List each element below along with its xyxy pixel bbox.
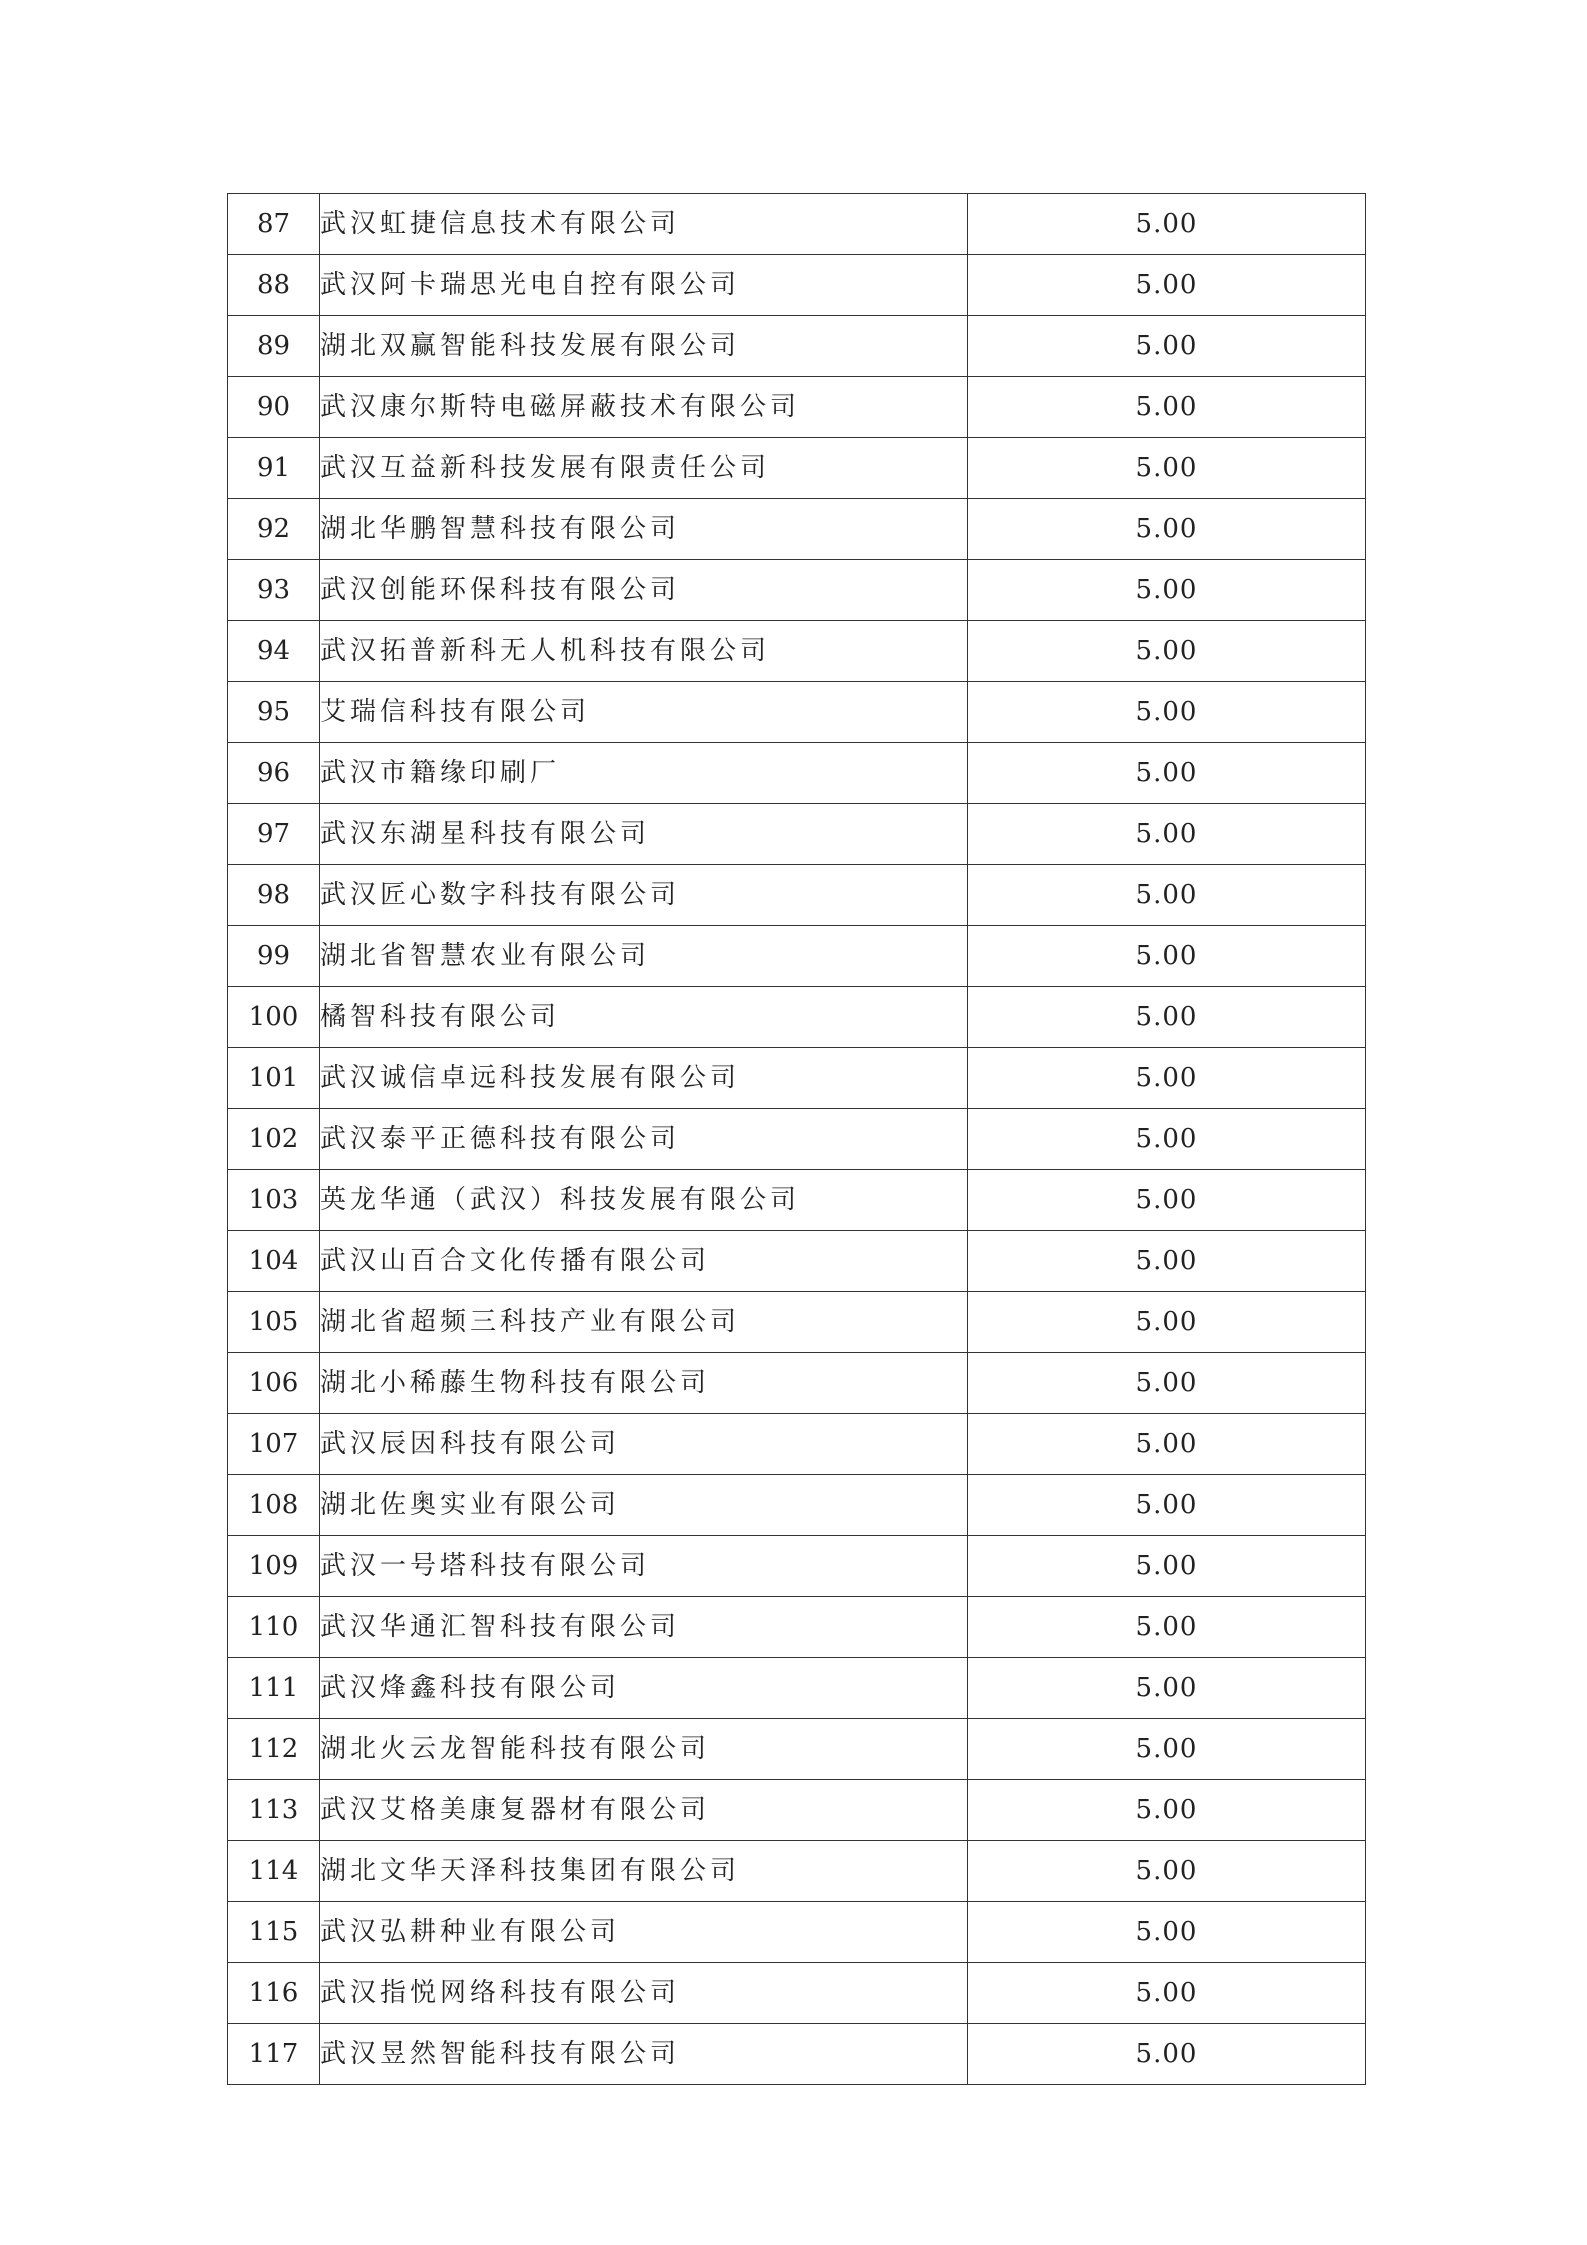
table-row bbox=[228, 1414, 1366, 1475]
row-number: 103 bbox=[228, 1170, 320, 1231]
company-name: 英龙华通（武汉）科技发展有限公司 bbox=[320, 1170, 968, 1231]
amount-value: 5.00 bbox=[968, 1048, 1366, 1109]
amount-value: 5.00 bbox=[968, 438, 1366, 499]
amount-value: 5.00 bbox=[968, 316, 1366, 377]
company-table bbox=[227, 193, 1366, 2085]
row-number: 107 bbox=[228, 1414, 320, 1475]
row-number: 112 bbox=[228, 1719, 320, 1780]
company-name: 武汉虹捷信息技术有限公司 bbox=[320, 194, 968, 255]
amount-value: 5.00 bbox=[968, 1536, 1366, 1597]
table-row bbox=[228, 1597, 1366, 1658]
table-row bbox=[228, 1475, 1366, 1536]
table-row bbox=[228, 1780, 1366, 1841]
table-row bbox=[228, 1231, 1366, 1292]
amount-value: 5.00 bbox=[968, 682, 1366, 743]
amount-value: 5.00 bbox=[968, 1475, 1366, 1536]
row-number: 102 bbox=[228, 1109, 320, 1170]
company-name: 湖北省智慧农业有限公司 bbox=[320, 926, 968, 987]
table-row bbox=[228, 1719, 1366, 1780]
table-body bbox=[228, 194, 1366, 2085]
company-name: 武汉泰平正德科技有限公司 bbox=[320, 1109, 968, 1170]
company-name: 湖北省超频三科技产业有限公司 bbox=[320, 1292, 968, 1353]
company-name: 橘智科技有限公司 bbox=[320, 987, 968, 1048]
row-number: 101 bbox=[228, 1048, 320, 1109]
amount-value: 5.00 bbox=[968, 255, 1366, 316]
company-name: 湖北火云龙智能科技有限公司 bbox=[320, 1719, 968, 1780]
company-name: 武汉东湖星科技有限公司 bbox=[320, 804, 968, 865]
table-row bbox=[228, 926, 1366, 987]
amount-value: 5.00 bbox=[968, 1902, 1366, 1963]
row-number: 116 bbox=[228, 1963, 320, 2024]
table-row bbox=[228, 682, 1366, 743]
row-number: 111 bbox=[228, 1658, 320, 1719]
amount-value: 5.00 bbox=[968, 926, 1366, 987]
amount-value: 5.00 bbox=[968, 1414, 1366, 1475]
table-row bbox=[228, 1963, 1366, 2024]
table-row bbox=[228, 316, 1366, 377]
amount-value: 5.00 bbox=[968, 499, 1366, 560]
company-name: 武汉辰因科技有限公司 bbox=[320, 1414, 968, 1475]
company-name: 武汉康尔斯特电磁屏蔽技术有限公司 bbox=[320, 377, 968, 438]
amount-value: 5.00 bbox=[968, 865, 1366, 926]
table-row bbox=[228, 2024, 1366, 2085]
row-number: 94 bbox=[228, 621, 320, 682]
amount-value: 5.00 bbox=[968, 1963, 1366, 2024]
table-row bbox=[228, 1048, 1366, 1109]
amount-value: 5.00 bbox=[968, 1597, 1366, 1658]
row-number: 114 bbox=[228, 1841, 320, 1902]
amount-value: 5.00 bbox=[968, 1109, 1366, 1170]
amount-value: 5.00 bbox=[968, 621, 1366, 682]
row-number: 96 bbox=[228, 743, 320, 804]
table-row bbox=[228, 377, 1366, 438]
company-name: 武汉华通汇智科技有限公司 bbox=[320, 1597, 968, 1658]
amount-value: 5.00 bbox=[968, 987, 1366, 1048]
company-name: 武汉艾格美康复器材有限公司 bbox=[320, 1780, 968, 1841]
row-number: 110 bbox=[228, 1597, 320, 1658]
table-row bbox=[228, 1109, 1366, 1170]
company-name: 武汉烽鑫科技有限公司 bbox=[320, 1658, 968, 1719]
table-row bbox=[228, 1902, 1366, 1963]
row-number: 91 bbox=[228, 438, 320, 499]
row-number: 97 bbox=[228, 804, 320, 865]
company-name: 武汉匠心数字科技有限公司 bbox=[320, 865, 968, 926]
amount-value: 5.00 bbox=[968, 804, 1366, 865]
amount-value: 5.00 bbox=[968, 743, 1366, 804]
row-number: 87 bbox=[228, 194, 320, 255]
row-number: 90 bbox=[228, 377, 320, 438]
amount-value: 5.00 bbox=[968, 1231, 1366, 1292]
company-name: 湖北双赢智能科技发展有限公司 bbox=[320, 316, 968, 377]
amount-value: 5.00 bbox=[968, 1780, 1366, 1841]
company-name: 武汉创能环保科技有限公司 bbox=[320, 560, 968, 621]
table-row bbox=[228, 1170, 1366, 1231]
table-row bbox=[228, 560, 1366, 621]
row-number: 89 bbox=[228, 316, 320, 377]
table-row bbox=[228, 621, 1366, 682]
row-number: 100 bbox=[228, 987, 320, 1048]
company-name: 武汉市籍缘印刷厂 bbox=[320, 743, 968, 804]
table-row bbox=[228, 1841, 1366, 1902]
company-name: 湖北文华天泽科技集团有限公司 bbox=[320, 1841, 968, 1902]
row-number: 113 bbox=[228, 1780, 320, 1841]
company-name: 武汉互益新科技发展有限责任公司 bbox=[320, 438, 968, 499]
company-name: 武汉阿卡瑞思光电自控有限公司 bbox=[320, 255, 968, 316]
table-row bbox=[228, 804, 1366, 865]
amount-value: 5.00 bbox=[968, 377, 1366, 438]
company-name: 武汉诚信卓远科技发展有限公司 bbox=[320, 1048, 968, 1109]
row-number: 93 bbox=[228, 560, 320, 621]
table-row bbox=[228, 194, 1366, 255]
table-row bbox=[228, 743, 1366, 804]
table-row bbox=[228, 1658, 1366, 1719]
company-name: 湖北华鹏智慧科技有限公司 bbox=[320, 499, 968, 560]
row-number: 88 bbox=[228, 255, 320, 316]
amount-value: 5.00 bbox=[968, 1170, 1366, 1231]
amount-value: 5.00 bbox=[968, 1292, 1366, 1353]
row-number: 109 bbox=[228, 1536, 320, 1597]
company-name: 武汉昱然智能科技有限公司 bbox=[320, 2024, 968, 2085]
company-name: 湖北小稀藤生物科技有限公司 bbox=[320, 1353, 968, 1414]
row-number: 106 bbox=[228, 1353, 320, 1414]
table-row bbox=[228, 987, 1366, 1048]
table-row bbox=[228, 1353, 1366, 1414]
row-number: 99 bbox=[228, 926, 320, 987]
amount-value: 5.00 bbox=[968, 1719, 1366, 1780]
table-row bbox=[228, 255, 1366, 316]
company-name: 武汉指悦网络科技有限公司 bbox=[320, 1963, 968, 2024]
amount-value: 5.00 bbox=[968, 1841, 1366, 1902]
company-name: 武汉一号塔科技有限公司 bbox=[320, 1536, 968, 1597]
amount-value: 5.00 bbox=[968, 194, 1366, 255]
row-number: 108 bbox=[228, 1475, 320, 1536]
company-name: 武汉山百合文化传播有限公司 bbox=[320, 1231, 968, 1292]
amount-value: 5.00 bbox=[968, 560, 1366, 621]
company-name: 湖北佐奥实业有限公司 bbox=[320, 1475, 968, 1536]
row-number: 115 bbox=[228, 1902, 320, 1963]
row-number: 92 bbox=[228, 499, 320, 560]
amount-value: 5.00 bbox=[968, 1658, 1366, 1719]
table-row bbox=[228, 865, 1366, 926]
table-row bbox=[228, 1292, 1366, 1353]
table-row bbox=[228, 1536, 1366, 1597]
amount-value: 5.00 bbox=[968, 2024, 1366, 2085]
row-number: 98 bbox=[228, 865, 320, 926]
table-row bbox=[228, 499, 1366, 560]
row-number: 104 bbox=[228, 1231, 320, 1292]
table-row bbox=[228, 438, 1366, 499]
row-number: 95 bbox=[228, 682, 320, 743]
company-name: 艾瑞信科技有限公司 bbox=[320, 682, 968, 743]
row-number: 117 bbox=[228, 2024, 320, 2085]
amount-value: 5.00 bbox=[968, 1353, 1366, 1414]
company-name: 武汉弘耕种业有限公司 bbox=[320, 1902, 968, 1963]
row-number: 105 bbox=[228, 1292, 320, 1353]
company-name: 武汉拓普新科无人机科技有限公司 bbox=[320, 621, 968, 682]
